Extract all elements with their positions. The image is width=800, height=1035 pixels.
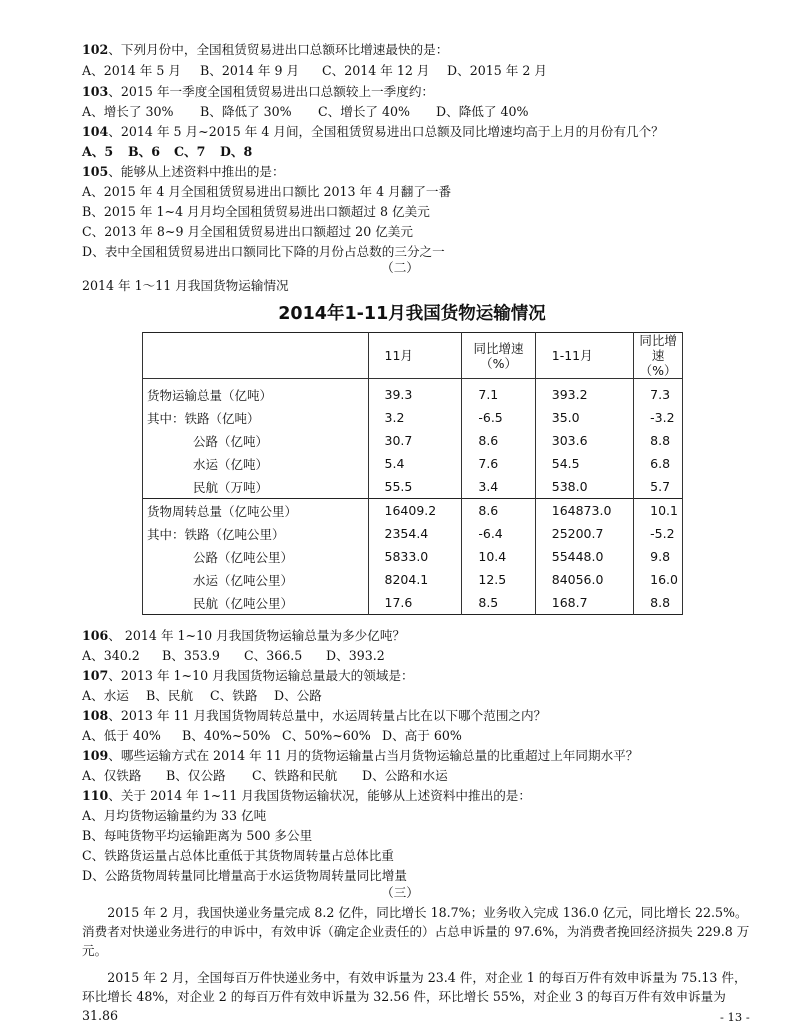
option-b: B、每吨货物平均运输距离为 500 多公里 [82,828,313,843]
cell-value: 5.4 [368,452,462,475]
section-marker-2: （二） [381,260,419,275]
table-row [143,568,683,591]
cell-value: 55.5 [368,475,462,499]
table-row [143,475,683,499]
row-label: 货物运输总量（亿吨） [143,379,369,407]
cell-value: 8204.1 [368,568,462,591]
cell-value: 393.2 [535,379,633,407]
question-number: 108 [82,708,109,723]
question-105 [82,162,285,182]
cell-value: 39.3 [368,379,462,407]
row-label: 水运（亿吨公里） [143,568,369,591]
option-b: B、民航 [146,688,194,703]
question-number: 104 [82,124,109,139]
cell-value: 8.6 [462,499,535,523]
header-cell-ytd-yoy: 同比增速 （%） [634,333,683,379]
question-109-options [82,766,448,786]
paragraph-2: 2015 年 2 月，全国每百万件快递业务中，有效申诉量为 23.4 件，对企业 1 的每百万件有效申诉量为 75.13 件，环比增长 48%，对企业 2 的每百万件有效申诉量为 32.56 件，环比增长 55%，对企业 3 的每百万件有效申诉量为 31.86 [82,970,747,1023]
question-number: 105 [82,164,109,179]
cell-value: 7.6 [462,452,535,475]
option-d: D、公路 [274,688,322,703]
option-a: A、2014 年 5 月 [82,63,181,78]
question-103 [82,82,434,102]
cell-value: 17.6 [368,591,462,615]
option-c: C、2014 年 12 月 [322,63,430,78]
cell-value: 8.6 [462,429,535,452]
question-text: 、关于 2014 年 1~11 月我国货物运输状况，能够从上述资料中推出的是： [108,788,531,803]
cell-value: -6.4 [462,522,535,545]
row-label: 其中：铁路（亿吨公里） [143,522,369,545]
cell-value: 8.5 [462,591,535,615]
question-102-options [82,61,547,81]
cell-value: 55448.0 [535,545,633,568]
cell-value: 9.8 [634,545,683,568]
row-label: 货物周转总量（亿吨公里） [143,499,369,523]
header-cell-nov-yoy: 同比增速 （%） [462,333,535,379]
cell-value: 168.7 [535,591,633,615]
row-label: 其中：铁路（亿吨） [143,406,369,429]
row-label: 公路（亿吨） [143,429,369,452]
option-c: C、2013 年 8~9 月全国租赁贸易进出口额超过 20 亿美元 [82,224,413,239]
cell-value: -3.2 [634,406,683,429]
question-104-options [82,142,252,162]
question-108-options [82,726,462,746]
question-104 [82,122,664,142]
cell-value: 2354.4 [368,522,462,545]
table-row [143,406,683,429]
option-a: A、340.2 [82,648,140,663]
row-label: 民航（亿吨公里） [143,591,369,615]
option-d: D、393.2 [326,648,385,663]
table-row [143,379,683,407]
table-row [143,499,683,523]
table-row [143,545,683,568]
row-label: 公路（亿吨公里） [143,545,369,568]
question-text: 、能够从上述资料中推出的是： [108,164,285,179]
cell-value: 3.4 [462,475,535,499]
option-d: D、公路货物周转量同比增量高于水运货物周转量同比增量 [82,868,407,883]
cell-value: 16.0 [634,568,683,591]
option-a: A、水运 [82,688,129,703]
option-d: D、降低了 40% [436,104,529,119]
option-b: B、降低了 30% [200,104,292,119]
cell-value: 5833.0 [368,545,462,568]
question-110 [82,786,531,806]
cell-value: 10.1 [634,499,683,523]
cell-value: 3.2 [368,406,462,429]
option-d: D、公路和水运 [362,768,448,783]
question-number: 102 [82,42,109,57]
option-a: A、低于 40% [82,728,161,743]
option-c: C、50%~60% [282,728,371,743]
row-label: 民航（万吨） [143,475,369,499]
option-c: C、7 [174,144,206,159]
cell-value: 303.6 [535,429,633,452]
option-a: A、增长了 30% [82,104,174,119]
question-number: 106 [82,628,109,643]
table-row [143,522,683,545]
option-b: B、40%~50% [182,728,271,743]
question-107 [82,666,414,686]
option-a: A、5 [82,144,114,159]
option-b: B、2015 年 1~4 月月均全国租赁贸易进出口额超过 8 亿美元 [82,204,430,219]
cell-value: 8.8 [634,429,683,452]
option-d: D、表中全国租赁贸易进出口额同比下降的月份占总数的三分之一 [82,244,445,259]
option-a: A、仅铁路 [82,768,142,783]
option-b: B、353.9 [162,648,220,663]
option-c: C、铁路货运量占总体比重低于其货物周转量占总体比重 [82,848,394,863]
option-d: D、高于 60% [382,728,462,743]
question-number: 110 [82,788,109,803]
question-109 [82,746,638,766]
cell-value: 164873.0 [535,499,633,523]
cell-value: 16409.2 [368,499,462,523]
section-marker-3: （三） [381,885,419,900]
option-d: D、2015 年 2 月 [447,63,547,78]
table-row [143,429,683,452]
question-text: 、 2014 年 1~10 月我国货物运输总量为多少亿吨？ [108,628,406,643]
cell-value: 30.7 [368,429,462,452]
option-b: B、2014 年 9 月 [200,63,300,78]
table-title: 2014年1-11月我国货物运输情况 [278,304,546,324]
option-b: B、仅公路 [166,768,226,783]
question-106-options [82,646,385,666]
header-cell-ytd: 1-11月 [535,333,633,379]
cell-value: 6.8 [634,452,683,475]
cell-value: 538.0 [535,475,633,499]
question-text: 、下列月份中，全国租赁贸易进出口总额环比增速最快的是： [108,42,449,57]
option-a: A、月均货物运输量约为 33 亿吨 [82,808,267,823]
option-a: A、2015 年 4 月全国租赁贸易进出口额比 2013 年 4 月翻了一番 [82,184,452,199]
option-d: D、8 [220,144,253,159]
question-108 [82,706,546,726]
question-text: 、2013 年 1~10 月我国货物运输总量最大的领域是： [108,668,414,683]
header-cell-nov: 11月 [368,333,462,379]
option-b: B、6 [128,144,161,159]
question-102 [82,40,448,60]
option-c: C、增长了 40% [318,104,411,119]
question-text: 、2015 年一季度全国租赁贸易进出口总额较上一季度约： [108,84,435,99]
transport-table [142,332,683,615]
question-107-options [82,686,322,706]
table-row [143,452,683,475]
question-text: 、哪些运输方式在 2014 年 11 月的货物运输量占当月货物运输总量的比重超过上年同期水平？ [108,748,639,763]
option-c: C、366.5 [244,648,303,663]
table-header-row [143,333,683,379]
question-103-options [82,102,528,122]
cell-value: 7.1 [462,379,535,407]
row-label: 水运（亿吨） [143,452,369,475]
question-number: 109 [82,748,109,763]
cell-value: 84056.0 [535,568,633,591]
cell-value: 54.5 [535,452,633,475]
cell-value: 35.0 [535,406,633,429]
option-c: C、铁路和民航 [252,768,338,783]
cell-value: 5.7 [634,475,683,499]
question-number: 107 [82,668,109,683]
section-2-intro: 2014 年 1～11 月我国货物运输情况 [82,278,289,293]
header-cell-label [143,333,369,379]
cell-value: 10.4 [462,545,535,568]
question-106 [82,626,405,646]
paragraph-1: 2015 年 2 月，我国快递业务量完成 8.2 亿件，同比增长 18.7%；业务收入完成 136.0 亿元，同比增长 22.5%。消费者对快递业务进行的申诉中，有效申诉（确定企业责任的）占总申诉量的 97.6%，为消费者挽回经济损失 229.8 万元。 [82,905,750,958]
table-row [143,591,683,615]
cell-value: -5.2 [634,522,683,545]
cell-value: 12.5 [462,568,535,591]
cell-value: 8.8 [634,591,683,615]
page-number: - 13 - [720,1010,750,1024]
cell-value: 25200.7 [535,522,633,545]
question-number: 103 [82,84,109,99]
cell-value: -6.5 [462,406,535,429]
option-c: C、铁路 [210,688,258,703]
cell-value: 7.3 [634,379,683,407]
question-text: 、2013 年 11 月我国货物周转总量中，水运周转量占比在以下哪个范围之内？ [108,708,547,723]
question-text: 、2014 年 5 月~2015 年 4 月间，全国租赁贸易进出口总额及同比增速均高于上月的月份有几个？ [108,124,664,139]
